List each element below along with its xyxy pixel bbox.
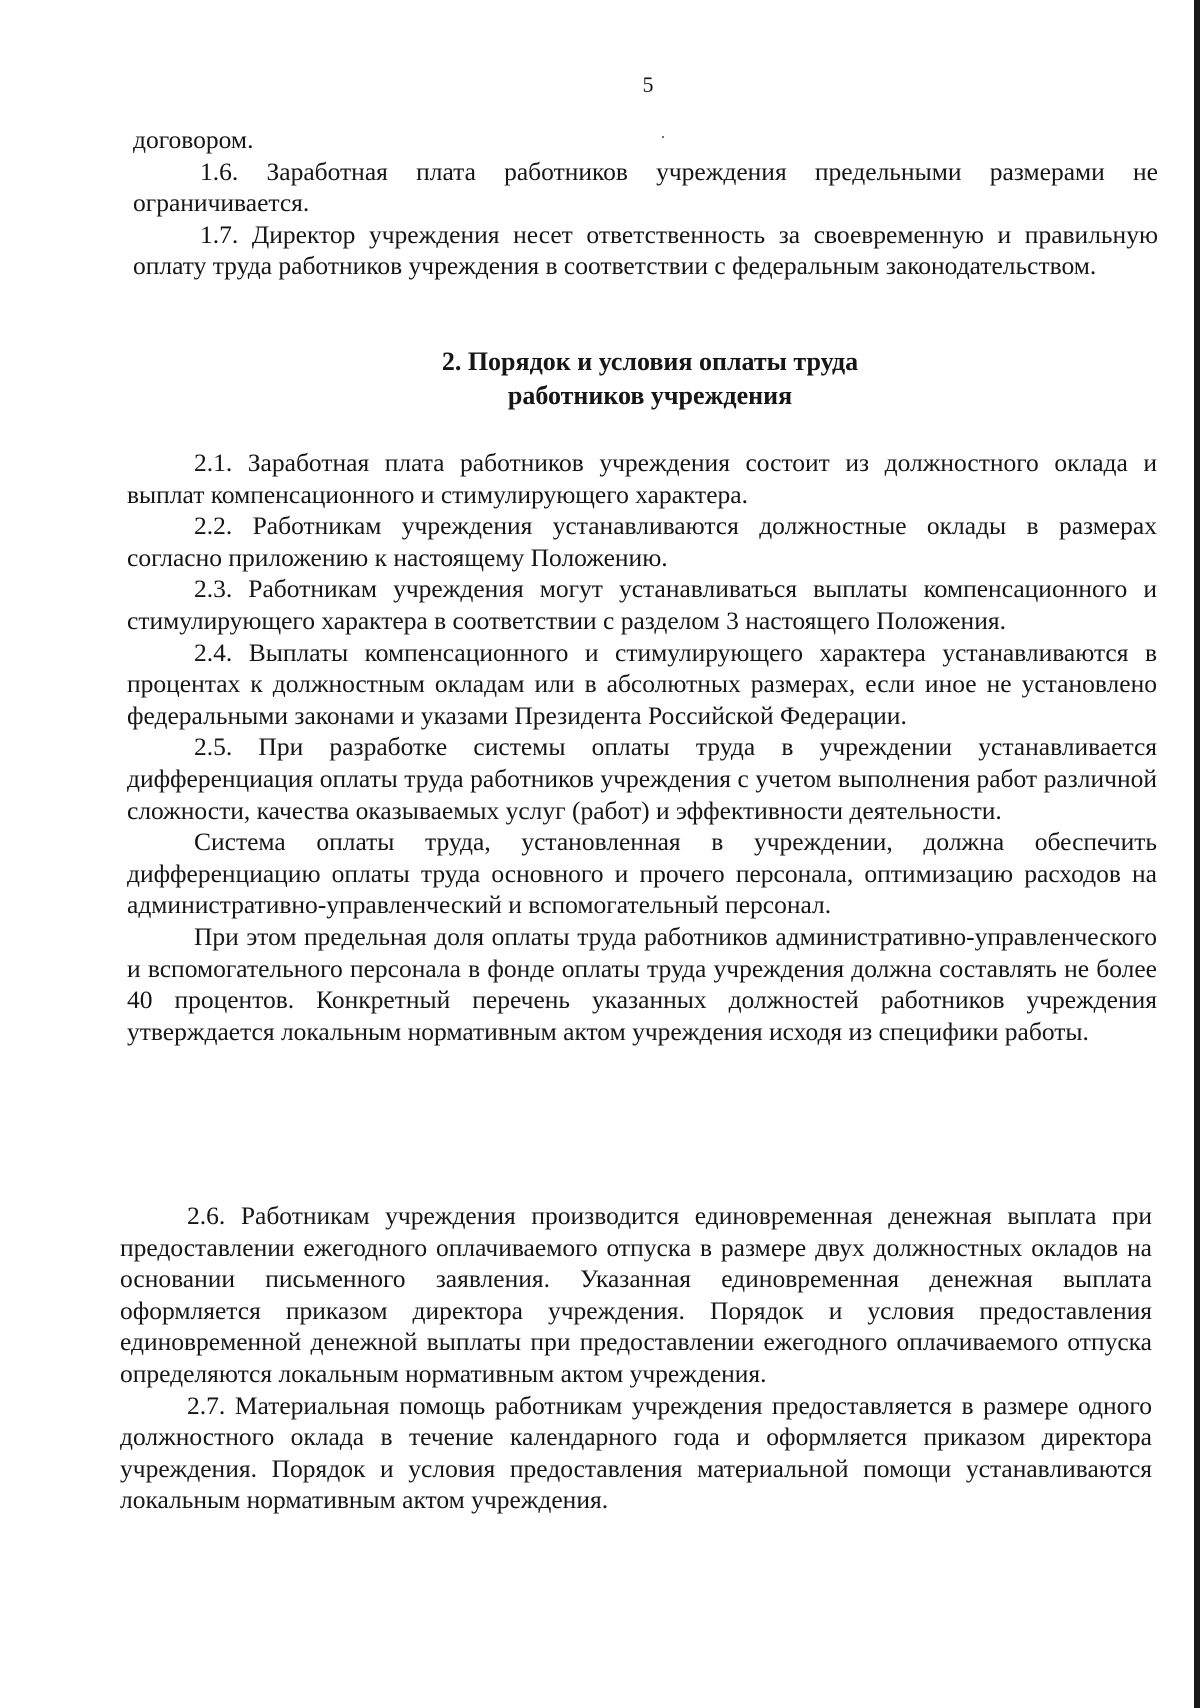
paragraph-2-5-system: Система оплаты труда, установленная в учреждении, должна обеспечить дифференциацию оплаты труда основного и прочего персонала, оптимизацию расходов на административно-управленческий и вспомогательный персонал. <box>127 827 1157 920</box>
paragraph-2-5-limit: При этом предельная доля оплаты труда работников административно-управленческого и вспомогательного персонала в фонде оплаты труда учреждения должна составлять не более 40 процентов. Конкретный перечень указанных должностей работников учреждения утверждается локальным нормативным актом учреждения исходя из специфики работы. <box>127 921 1157 1046</box>
section-paragraphs <box>127 447 1157 1047</box>
paragraph-2-2: 2.2. Работникам учреждения устанавливаются должностные оклады в размерах согласно приложению к настоящему Положению. <box>127 511 1157 572</box>
top-paragraphs <box>133 124 1158 282</box>
paragraph-2-7: 2.7. Материальная помощь работникам учреждения предоставляется в размере одного должностного оклада в течение календарного года и оформляется приказом директора учреждения. Порядок и условия предоставления материальной помощи устанавливаются локальным нормативным актом учреждения. <box>120 1390 1152 1515</box>
paragraph-2-3: 2.3. Работникам учреждения могут устанавливаться выплаты компенсационного и стимулирующего характера в соответствии с разделом 3 настоящего Положения. <box>127 574 1157 635</box>
paragraph-2-5: 2.5. При разработке системы оплаты труда в учреждении устанавливается дифференциация оплаты труда работников учреждения с учетом выполнения работ различной сложности, качества оказываемых услуг (работ) и эффективности деятельности. <box>127 732 1157 825</box>
page-number: 5 <box>642 72 654 97</box>
paragraph-1-7: 1.7. Директор учреждения несет ответственность за своевременную и правильную оплату труда работников учреждения в соответствии с федеральным законодательством. <box>133 219 1158 281</box>
paragraph-1-6: 1.6. Заработная плата работников учреждения предельными размерами не ограничивается. <box>133 156 1158 218</box>
section-heading <box>50 345 1200 413</box>
section-heading-line-2: работников учреждения <box>507 381 793 410</box>
final-paragraphs <box>120 1200 1152 1516</box>
paragraph-2-1: 2.1. Заработная плата работников учреждения состоит из должностного оклада и выплат компенсационного и стимулирующего характера. <box>127 448 1157 509</box>
paragraph-2-4: 2.4. Выплаты компенсационного и стимулирующего характера устанавливаются в процентах к должностным окладам или в абсолютных размерах, если иное не установлено федеральными законами и указами Президента Российской Федерации. <box>127 637 1157 730</box>
scan-border <box>1194 0 1200 1708</box>
section-heading-line-1: 2. Порядок и условия оплаты труда <box>441 347 859 376</box>
paragraph-continuation: договором. <box>133 125 254 154</box>
paragraph-2-6: 2.6. Работникам учреждения производится единовременная денежная выплата при предоставлении ежегодного оплачиваемого отпуска в размере двух должностных окладов на основании письменного заявления. Указанная единовременная денежная выплата оформляется приказом директора учреждения. Порядок и условия предоставления единовременной денежной выплаты при предоставлении ежегодного оплачиваемого отпуска определяются локальным нормативным актом учреждения. <box>120 1201 1152 1388</box>
